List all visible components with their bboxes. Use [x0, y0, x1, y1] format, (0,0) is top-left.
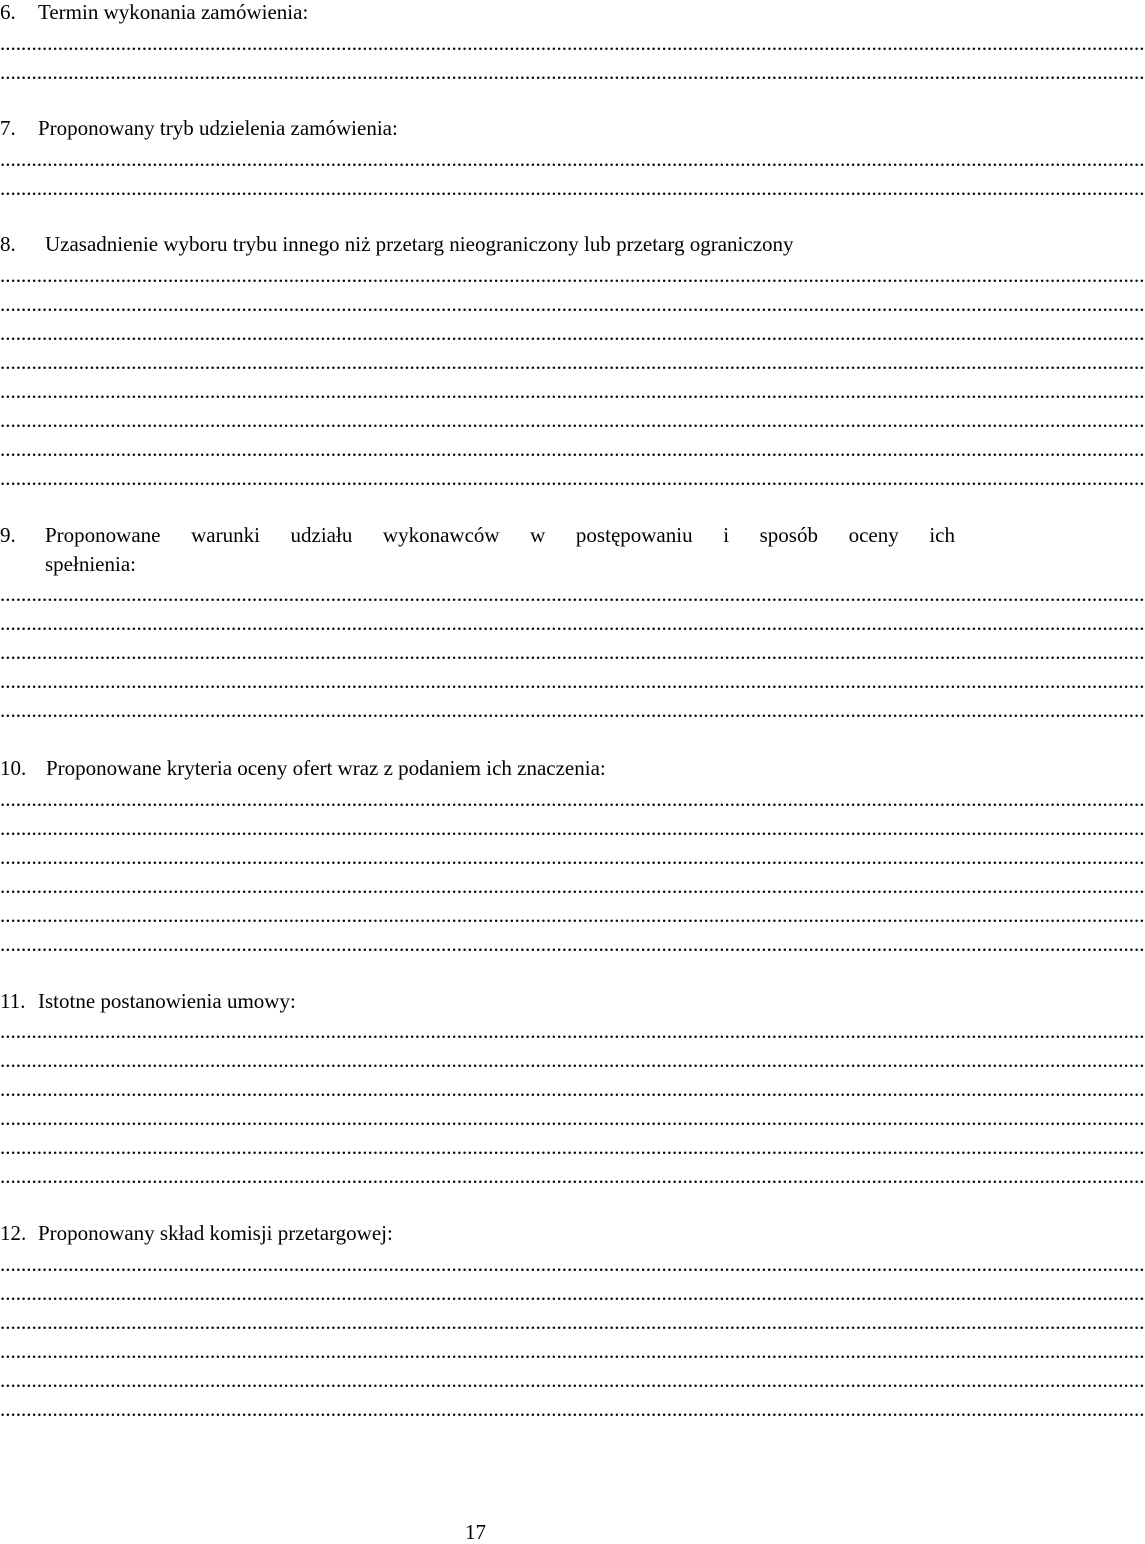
dotted-line: ..........................................................................................................................................................................................................................	[0, 60, 1145, 84]
section-7-number: 7.	[0, 116, 16, 140]
dotted-line: ..........................................................................................................................................................................................................................	[0, 292, 1145, 316]
dotted-line: ..........................................................................................................................................................................................................................	[0, 31, 1145, 55]
dotted-line: ..........................................................................................................................................................................................................................	[0, 379, 1145, 403]
section-6-number: 6.	[0, 0, 16, 24]
dotted-line: ..........................................................................................................................................................................................................................	[0, 1164, 1145, 1188]
section-11-number: 11.	[0, 989, 26, 1013]
dotted-line: ..........................................................................................................................................................................................................................	[0, 1281, 1145, 1305]
dotted-line: ..........................................................................................................................................................................................................................	[0, 1368, 1145, 1392]
dotted-line: ..........................................................................................................................................................................................................................	[0, 408, 1145, 432]
dotted-line: ..........................................................................................................................................................................................................................	[0, 147, 1145, 171]
dotted-line: ..........................................................................................................................................................................................................................	[0, 321, 1145, 345]
section-6-title: Termin wykonania zamówienia:	[38, 0, 309, 24]
dotted-line: ..........................................................................................................................................................................................................................	[0, 350, 1145, 374]
dotted-line: ..........................................................................................................................................................................................................................	[0, 1252, 1145, 1276]
dotted-line: ..........................................................................................................................................................................................................................	[0, 669, 1145, 693]
dotted-line: ..........................................................................................................................................................................................................................	[0, 1339, 1145, 1363]
section-11-title: Istotne postanowienia umowy:	[38, 989, 296, 1013]
dotted-line: ..........................................................................................................................................................................................................................	[0, 582, 1145, 606]
dotted-line: ..........................................................................................................................................................................................................................	[0, 903, 1145, 927]
dotted-line: ..........................................................................................................................................................................................................................	[0, 466, 1145, 490]
section-7-title: Proponowany tryb udzielenia zamówienia:	[38, 116, 398, 140]
section-10-title: Proponowane kryteria oceny ofert wraz z podaniem ich znaczenia:	[46, 756, 606, 780]
dotted-line: ..........................................................................................................................................................................................................................	[0, 932, 1145, 956]
section-8-title: Uzasadnienie wyboru trybu innego niż przetarg nieograniczony lub przetarg ograniczony	[45, 232, 794, 256]
page-number: 17	[465, 1520, 486, 1544]
dotted-line: ..........................................................................................................................................................................................................................	[0, 1135, 1145, 1159]
dotted-line: ..........................................................................................................................................................................................................................	[0, 176, 1145, 200]
dotted-line: ..........................................................................................................................................................................................................................	[0, 816, 1145, 840]
dotted-line: ..........................................................................................................................................................................................................................	[0, 640, 1145, 664]
section-10-number: 10.	[0, 756, 27, 780]
dotted-line: ..........................................................................................................................................................................................................................	[0, 698, 1145, 722]
dotted-line: ..........................................................................................................................................................................................................................	[0, 1310, 1145, 1334]
dotted-line: ..........................................................................................................................................................................................................................	[0, 263, 1145, 287]
section-9-title: Proponowane warunki udziału wykonawców w postępowaniu i sposób oceny ich	[45, 523, 955, 547]
dotted-line: ..........................................................................................................................................................................................................................	[0, 787, 1145, 811]
dotted-line: ..........................................................................................................................................................................................................................	[0, 611, 1145, 635]
dotted-line: ..........................................................................................................................................................................................................................	[0, 1106, 1145, 1130]
dotted-line: ..........................................................................................................................................................................................................................	[0, 874, 1145, 898]
section-8-number: 8.	[0, 232, 16, 256]
dotted-line: ..........................................................................................................................................................................................................................	[0, 845, 1145, 869]
dotted-line: ..........................................................................................................................................................................................................................	[0, 1019, 1145, 1043]
section-12-number: 12.	[0, 1221, 27, 1245]
section-9-number: 9.	[0, 523, 16, 547]
section-9-title-continuation: spełnienia:	[45, 552, 136, 576]
dotted-line: ..........................................................................................................................................................................................................................	[0, 1048, 1145, 1072]
dotted-line: ..........................................................................................................................................................................................................................	[0, 437, 1145, 461]
dotted-line: ..........................................................................................................................................................................................................................	[0, 1077, 1145, 1101]
dotted-line: ..........................................................................................................................................................................................................................	[0, 1397, 1145, 1421]
section-12-title: Proponowany skład komisji przetargowej:	[38, 1221, 393, 1245]
